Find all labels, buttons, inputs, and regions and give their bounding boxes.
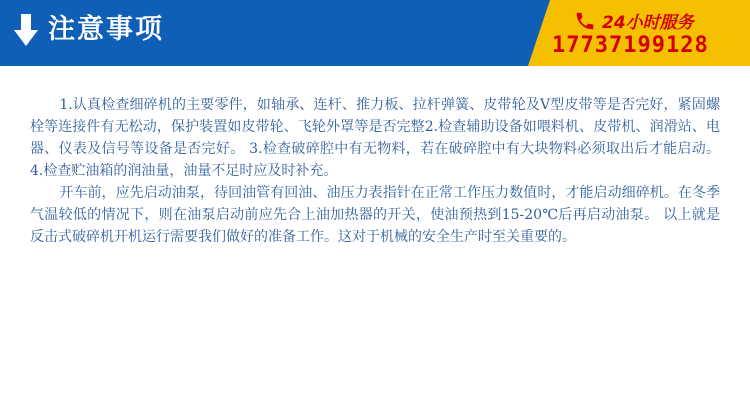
- service-phone-number[interactable]: 17737199128: [552, 33, 709, 58]
- page-title: 注意事项: [48, 14, 164, 45]
- notice-content: [30, 94, 720, 248]
- title-bar: [0, 0, 560, 60]
- phone-icon: [574, 10, 596, 32]
- notice-paragraph-1: 1.认真检查细碎机的主要零件，如轴承、连杆、推力板、拉杆弹簧、皮带轮及V型皮带等是否完好，紧固螺栓等连接件有无松动，保护装置如皮带轮、飞轮外罩等是否完整2.检查辅助设备如喂料机、皮带机、润滑站、电器、仪表及信号等设备是否完好。 3.检查破碎腔中有无物料，若在破碎腔中有大块物料必须取出后才能启动。 4.检查贮油箱的润油量，油量不足时应及时补充。: [30, 97, 720, 179]
- service-hours-label: 24小时服务: [602, 13, 694, 33]
- page-header: [0, 0, 750, 66]
- notice-paragraph-2: 开车前，应先启动油泵，待回油管有回油、油压力表指针在正常工作压力数值时，才能启动细碎机。在冬季气温较低的情况下，则在油泵启动前应先合上油加热器的开关，使油预热到15-20℃后再启动油泵。 以上就是反击式破碎机开机运行需要我们做好的准备工作。这对于机械的安全生产时至关重要的。: [30, 185, 720, 245]
- down-arrow-icon: [12, 12, 40, 48]
